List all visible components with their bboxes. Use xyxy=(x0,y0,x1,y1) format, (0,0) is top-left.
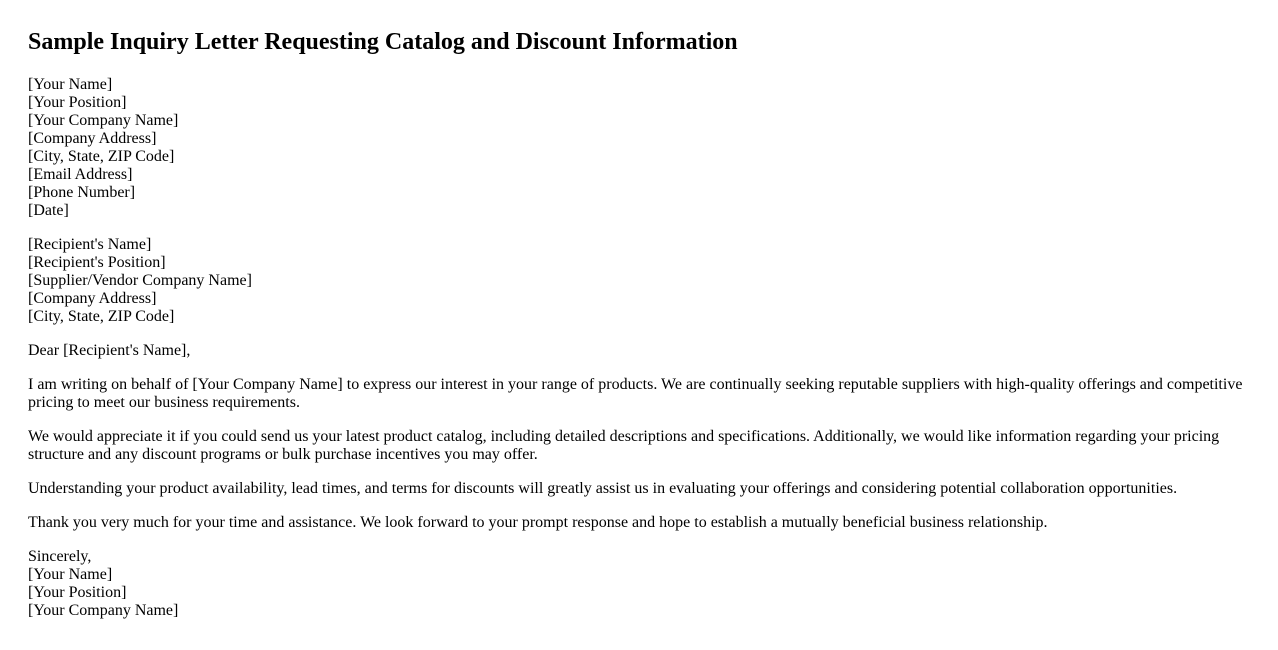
body-paragraph: Thank you very much for your time and assistance. We look forward to your prompt response and hope to establish a mutually beneficial business relationship. xyxy=(28,514,1048,531)
recipient-block xyxy=(28,236,1250,326)
recipient-city-state-zip: [City, State, ZIP Code] xyxy=(28,308,175,325)
valediction: Sincerely, xyxy=(28,548,92,565)
letter-date: [Date] xyxy=(28,202,69,219)
sender-block xyxy=(28,76,1250,220)
closing-company: [Your Company Name] xyxy=(28,602,179,619)
sender-email: [Email Address] xyxy=(28,166,133,183)
sender-phone: [Phone Number] xyxy=(28,184,136,201)
sender-company: [Your Company Name] xyxy=(28,112,179,129)
page-title: Sample Inquiry Letter Requesting Catalog and Discount Information xyxy=(28,29,738,55)
body-paragraph: Understanding your product availability, lead times, and terms for discounts will greatly assist us in evaluating your offerings and considering potential collaboration opportunities. xyxy=(28,480,1178,497)
recipient-company: [Supplier/Vendor Company Name] xyxy=(28,272,252,289)
recipient-name: [Recipient's Name] xyxy=(28,236,152,253)
closing-block xyxy=(28,548,1250,620)
sender-name: [Your Name] xyxy=(28,76,113,93)
sender-address: [Company Address] xyxy=(28,130,157,147)
body-paragraph: I am writing on behalf of [Your Company Name] to express our interest in your range of products. We are continually seeking reputable suppliers with high-quality offerings and competitive pricing to meet our business requirements. xyxy=(28,376,1243,411)
body-paragraph: We would appreciate it if you could send us your latest product catalog, including detailed descriptions and specifications. Additionally, we would like information regarding your pricing structure and any discount programs or bulk purchase incentives you may offer. xyxy=(28,428,1220,463)
closing-name: [Your Name] xyxy=(28,566,113,583)
sender-position: [Your Position] xyxy=(28,94,127,111)
closing-position: [Your Position] xyxy=(28,584,127,601)
salutation: Dear [Recipient's Name], xyxy=(28,342,191,359)
recipient-position: [Recipient's Position] xyxy=(28,254,166,271)
sender-city-state-zip: [City, State, ZIP Code] xyxy=(28,148,175,165)
recipient-address: [Company Address] xyxy=(28,290,157,307)
